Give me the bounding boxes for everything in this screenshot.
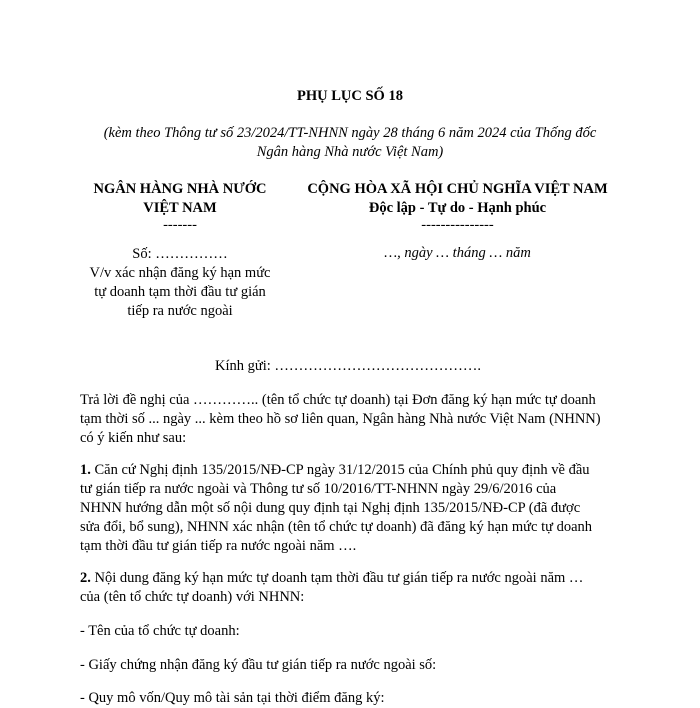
item-2-text-1: Nội dung đăng ký hạn mức tự doanh tạm thời đầu tư gián tiếp ra nước ngoài năm …: [90, 570, 584, 586]
intro-line-3: có ý kiến như sau:: [80, 430, 187, 446]
item-2-line-2: của (tên tổ chức tự doanh) với NHNN:: [80, 589, 305, 605]
bullet-organization-name: - Tên của tổ chức tự doanh:: [80, 623, 240, 639]
appendix-subtitle-line-2: Ngân hàng Nhà nước Việt Nam): [256, 144, 444, 160]
intro-line-1: Trả lời đề nghị của ………….. (tên tổ chức tự doanh) tại Đơn đăng ký hạn mức tự doanh: [80, 392, 596, 408]
issuing-authority-block: [70, 180, 290, 232]
bullet-capital-scale: - Quy mô vốn/Quy mô tài sản tại thời điểm đăng ký:: [80, 690, 385, 706]
bullet-registration-certificate: - Giấy chứng nhận đăng ký đầu tư gián tiếp ra nước ngoài số:: [80, 657, 437, 673]
intro-paragraph: [80, 391, 640, 448]
issuing-authority-line-1: NGÂN HÀNG NHÀ NƯỚC: [93, 181, 267, 197]
issuing-authority-rule: -------: [163, 217, 197, 233]
issuing-authority-line-2: VIỆT NAM: [143, 200, 217, 216]
national-motto: Độc lập - Tự do - Hạnh phúc: [368, 200, 547, 216]
item-1-line-1: [80, 461, 640, 480]
item-1-text-1: Căn cứ Nghị định 135/2015/NĐ-CP ngày 31/12/2015 của Chính phủ quy định về đầu: [90, 462, 590, 478]
item-2-line-1: [80, 569, 640, 588]
date-line: …, ngày … tháng … năm: [384, 245, 531, 261]
intro-line-2: tạm thời số ... ngày ... kèm theo hồ sơ liên quan, Ngân hàng Nhà nước Việt Nam (NHNN): [80, 411, 601, 427]
item-2-number: 2.: [80, 570, 91, 586]
document-number-block: [70, 245, 290, 321]
item-1-line-5: tạm thời đầu tư gián tiếp ra nước ngoài năm ….: [80, 538, 357, 554]
national-motto-rule: ---------------: [421, 217, 494, 233]
appendix-subtitle-line-1: (kèm theo Thông tư số 23/2024/TT-NHNN ngày 28 tháng 6 năm 2024 của Thống đốc: [103, 125, 597, 141]
national-name: CỘNG HÒA XÃ HỘI CHỦ NGHĨA VIỆT NAM: [307, 181, 608, 197]
item-1-line-3: NHNN hướng dẫn một số nội dung quy định tại Nghị định 135/2015/NĐ-CP (đã được: [80, 500, 581, 516]
document-subject-line-1: V/v xác nhận đăng ký hạn mức: [89, 265, 271, 281]
item-1-line-2: tư gián tiếp ra nước ngoài và Thông tư số 10/2016/TT-NHNN ngày 29/6/2016 của: [80, 481, 557, 497]
item-2-paragraph: [80, 569, 640, 607]
item-1-number: 1.: [80, 462, 91, 478]
document-subject-line-3: tiếp ra nước ngoài: [127, 303, 233, 319]
national-header-block: [285, 180, 630, 232]
document-number: Số: ……………: [132, 246, 228, 262]
recipient-line: Kính gửi: …………………………………….: [215, 358, 482, 374]
appendix-title: PHỤ LỤC SỐ 18: [297, 88, 403, 104]
item-1-paragraph: [80, 461, 640, 556]
appendix-subtitle: [0, 124, 700, 162]
item-1-line-4: sửa đổi, bổ sung), NHNN xác nhận (tên tổ chức tự doanh) đã đăng ký hạn mức tự doanh: [80, 519, 593, 535]
document-subject-line-2: tự doanh tạm thời đầu tư gián: [94, 284, 266, 300]
